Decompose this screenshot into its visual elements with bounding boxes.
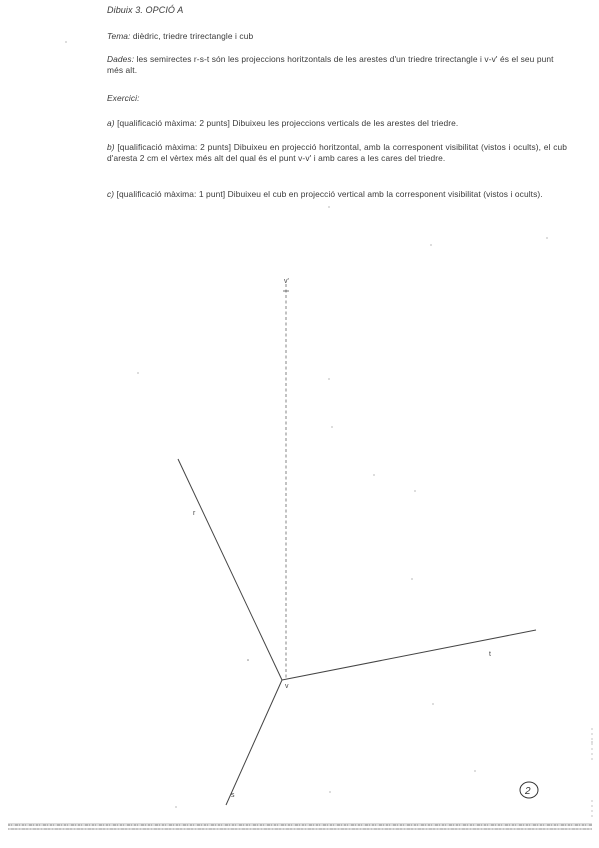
question-c-text: [qualificació màxima: 1 punt] Dibuixeu el cub en projecció vertical amb la corresponent visibilitat (vistos i ocults). (114, 189, 543, 199)
dades-label: Dades: (107, 54, 135, 64)
ray-r (178, 459, 282, 680)
question-a-letter: a) (107, 118, 115, 128)
label-t: t (489, 651, 491, 658)
tema-text: dièdric, triedre trirectangle i cub (130, 31, 254, 41)
label-v-prime: v' (284, 278, 289, 285)
exercici-heading: Exercici: (107, 93, 140, 103)
scan-noise-strip (8, 728, 592, 830)
scan-specks (65, 41, 592, 807)
label-r: r (193, 510, 196, 517)
question-a-text: [qualificació màxima: 2 punts] Dibuixeu les projeccions verticals de les arestes del triedre. (114, 118, 459, 128)
label-v: v (285, 683, 289, 690)
page-number: 2 (525, 786, 531, 797)
ray-s (226, 680, 282, 805)
dades-text: les semirectes r-s-t són les projeccions horitzontals de les arestes d'un triedre trirectangle i v-v' és el seu punt més alt. (107, 54, 554, 75)
tema-label: Tema: (107, 31, 131, 41)
question-c-letter: c) (107, 189, 115, 199)
question-b-text: [qualificació màxima: 2 punts] Dibuixeu en projecció horitzontal, amb la corresponent visibilitat (vistos i ocults), el cub d'aresta 2 cm el vèrtex més alt del qual és el punt v-v' i amb cares a les cares del triedre. (107, 142, 567, 163)
label-s: s (231, 792, 235, 799)
ray-t (282, 630, 536, 680)
question-b-letter: b) (107, 142, 115, 152)
exercise-title: Dibuix 3. OPCIÓ A (107, 5, 184, 15)
